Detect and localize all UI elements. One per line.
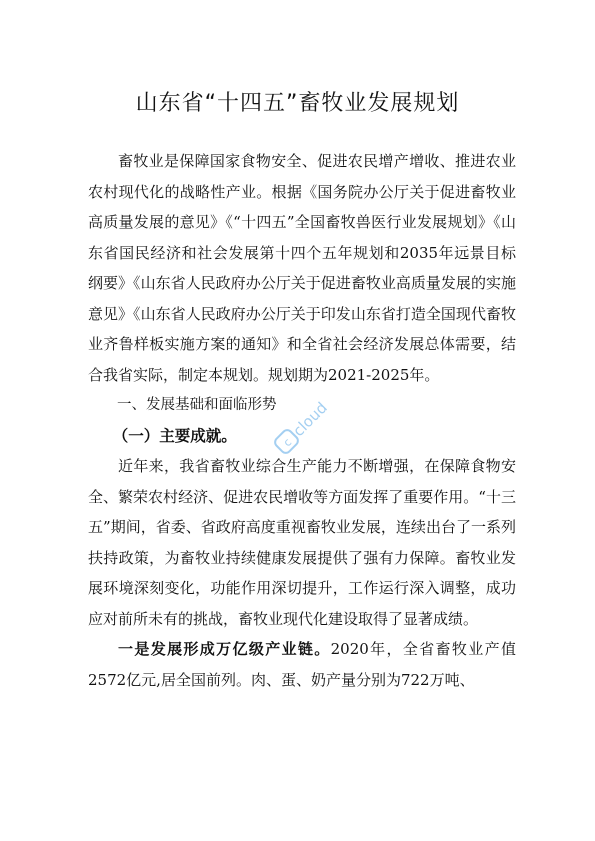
body-paragraph: 近年来，我省畜牧业综合生产能力不断增强，在保障食物安全、繁荣农村经济、促进农民增收等方面发挥了重要作用。“十三五”期间，省委、省政府高度重视畜牧业发展，连续出台了一系列扶持政策，为畜牧业持续健康发展提供了强有力保障。畜牧业发展环境深刻变化，功能作用深切提升，工作运行深入调整，成功应对前所未有的挑战，畜牧业现代化建设取得了显著成绩。	[88, 457, 516, 628]
paragraph-text: 2020年，全省畜牧业产值2572亿元,居全国前列。肉、蛋、奶产量分别为722万吨、	[88, 640, 516, 689]
paragraph-lead-phrase: 一是发展形成万亿级产业链。	[118, 640, 331, 658]
section-heading: 一、发展基础和面临形势	[117, 397, 277, 413]
watermark-text: cloud	[289, 398, 331, 441]
svg-text:c: c	[280, 435, 295, 450]
subsection-heading: （一）主要成就。	[112, 426, 237, 445]
document-title: 山东省“十四五”畜牧业发展规划	[135, 91, 460, 116]
body-paragraph-lead	[88, 634, 516, 695]
intro-paragraph: 畜牧业是保障国家食物安全、促进农民增产增收、推进农业农村现代化的战略性产业。根据《国务院办公厅关于促进畜牧业高质量发展的意见》《“十四五”全国畜牧兽医行业发展规划》《山东省国民经济和社会发展第十四个五年规划和2035年远景目标纲要》《山东省人民政府办公厅关于促进畜牧业高质量发展的实施意见》《山东省人民政府办公厅关于印发山东省打造全国现代畜牧业齐鲁样板实施方案的通知》和全省社会经济发展总体需要，结合我省实际，制定本规划。规划期为2021-2025年。	[88, 152, 516, 384]
document-body	[88, 146, 516, 695]
